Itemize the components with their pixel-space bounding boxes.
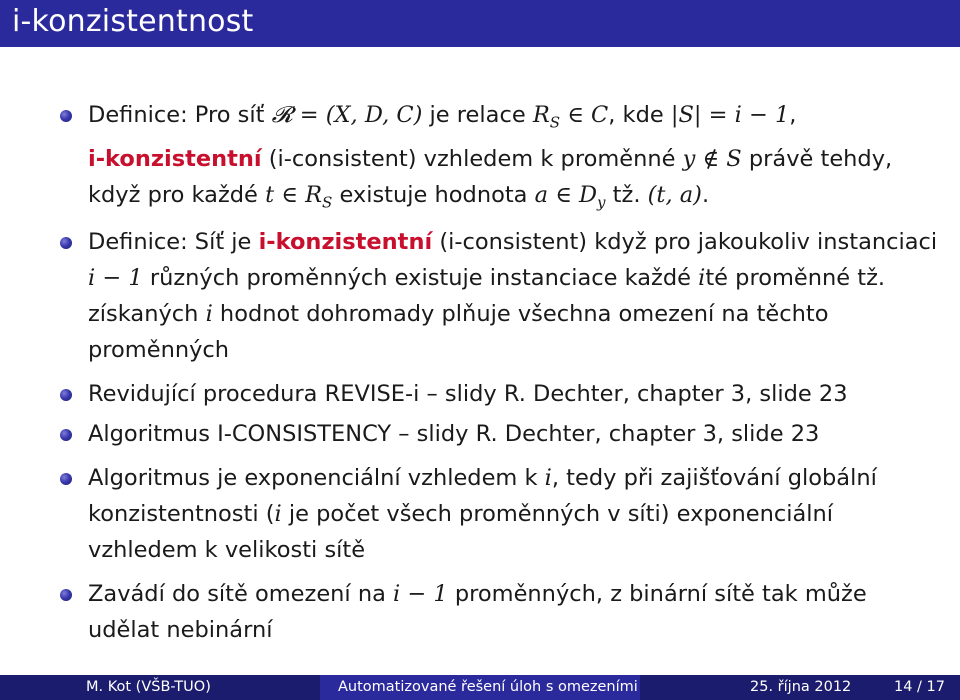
slide-title-bar [0,0,960,47]
math-subscript: S [322,193,333,211]
math-subscript: S [549,113,561,132]
math-expr: |S| = i − 1 [670,102,790,128]
footer-author: M. Kot (VŠB-TUO) [86,679,211,695]
bullet-icon [60,429,72,441]
math-expr: a ∈ D [534,181,598,208]
defined-term: i-konzistentní [258,229,433,255]
item-text: , kde [608,102,671,128]
item-text: je relace [422,102,533,128]
bullet-icon [60,589,72,601]
math-expr: t ∈ R [265,181,323,208]
footer-date: 25. října 2012 [750,679,852,695]
slide-title: i-konzistentnost [12,4,254,39]
item-text: právě tehdy, když pro každé [88,145,893,208]
footer-date-box [640,675,960,700]
math-expr: i − 1 [393,581,448,607]
math-expr: i [544,465,552,491]
list-item [58,376,938,412]
math-expr: i [205,301,213,327]
bullet-icon [60,389,72,401]
math-expr: i [698,265,706,291]
footer-page-number: 14 / 17 [894,679,946,695]
item-text: Revidující procedura REVISE-i – slidy R. Dechter, chapter 3, slide 23 [88,381,848,407]
math-subscript: y [597,193,606,211]
item-text: proměnných, z binární sítě tak může udělat nebinární [88,581,867,643]
item-text: . [701,181,710,208]
item-text: Definice: Pro síť [88,102,272,128]
bullet-icon [60,237,72,249]
bullet-icon [60,473,72,485]
list-item [58,416,938,452]
item-text: existuje hodnota [332,181,535,208]
item-text: Definice: Síť je [88,229,259,255]
defined-term: i-konzistentní [88,145,262,172]
item-text: , tedy při zajišťování globální konzistentnosti ( [88,465,877,527]
list-item [58,97,938,220]
item-text: (i-consistent) vzhledem k proměnné [261,145,683,172]
list-item [58,224,938,368]
item-text: tž. [605,181,648,208]
item-text: , [789,102,797,128]
math-expr: (t, a) [647,181,702,208]
footer-author-box [0,675,320,700]
item-text: Algoritmus I-CONSISTENCY – slidy R. Dechter, chapter 3, slide 23 [88,421,820,447]
item-text: Algoritmus je exponenciální vzhledem k [88,465,545,491]
item-text: je počet všech proměnných v síti) exponenciální vzhledem k velikosti sítě [88,501,834,563]
bullet-list [58,97,938,648]
list-item [58,576,938,648]
math-expr: y ∉ S [682,145,742,172]
math-expr: 𝓡 = (X, D, C) [271,102,423,128]
math-expr: i − 1 [88,265,143,291]
item-text: (i-consistent) když pro jakoukoliv instanciaci [432,229,938,255]
item-text: Zavádí do sítě omezení na [88,581,394,607]
item-text: hodnot dohromady plňuje všechna omezení na těchto proměnných [88,301,829,363]
slide-footer [0,675,960,700]
math-expr: R [532,102,550,128]
item-text: té proměnné tž. získaných [88,265,886,327]
list-item [58,460,938,568]
math-expr: i [274,501,282,527]
item-text: různých proměnných existuje instanciace každé [142,265,699,291]
bullet-icon [60,110,72,122]
math-expr: ∈ C [560,102,609,128]
footer-talk-title: Automatizované řešení úloh s omezeními [338,679,638,695]
footer-title-box [320,675,640,700]
